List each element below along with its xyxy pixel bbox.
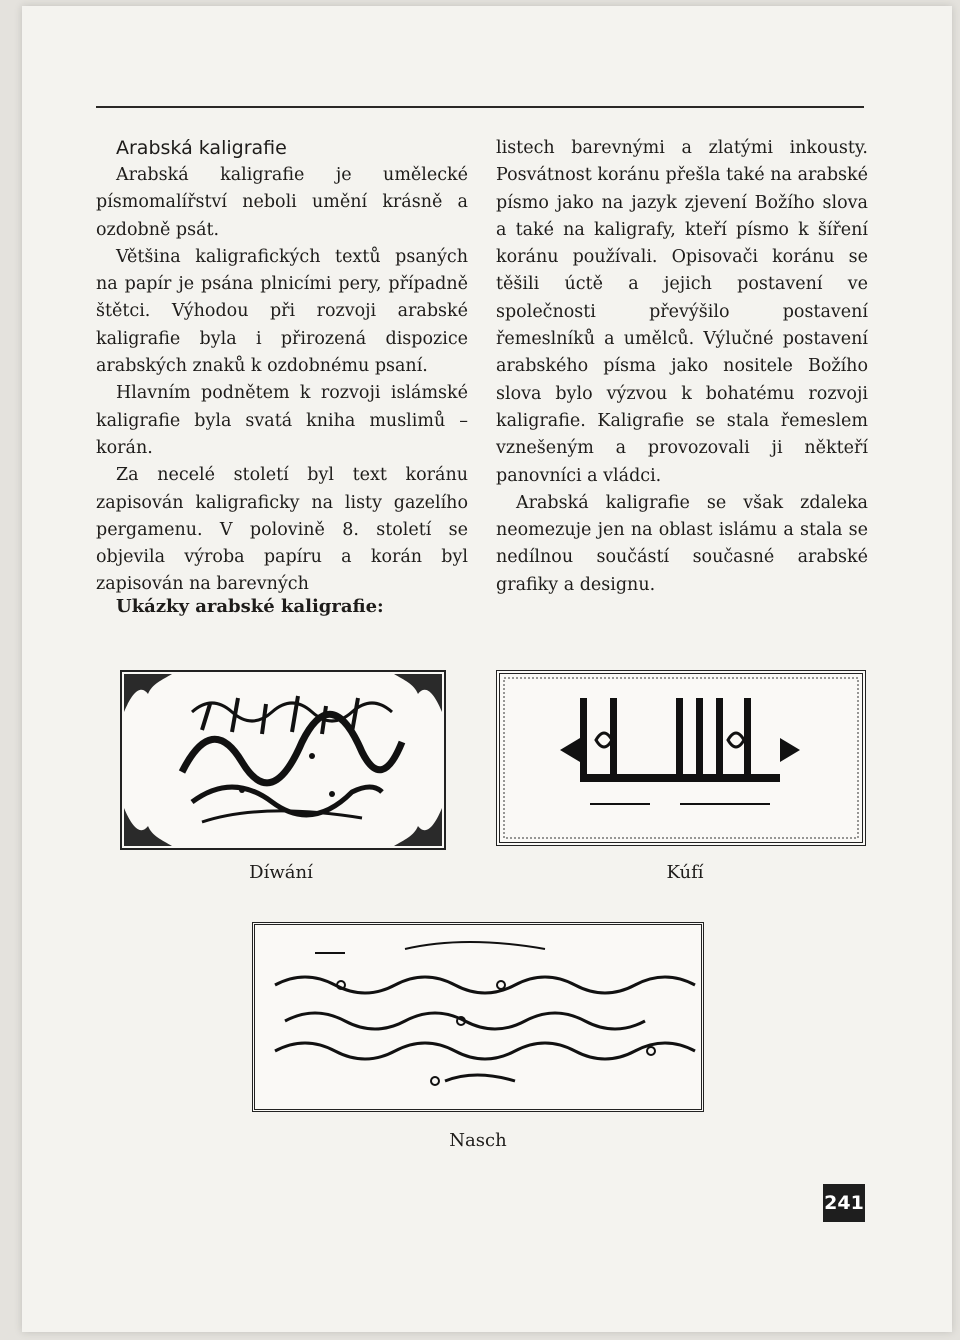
nasch-artwork xyxy=(255,925,701,1109)
header-rule xyxy=(96,106,864,108)
kufi-calligraphy-image xyxy=(496,670,866,846)
paragraph: Arabská kaligrafie se však zdaleka neomezuje jen na oblast islámu a stala se nedílnou součástí současné arabské grafiky a designu. xyxy=(496,492,868,595)
left-column xyxy=(96,135,468,599)
right-column xyxy=(496,135,868,599)
paragraph: Arabská kaligrafie je umělecké písmomalířství neboli umění krásně a ozdobně psát. xyxy=(96,165,468,240)
caption-nasch: Nasch xyxy=(449,1130,507,1151)
diwani-artwork xyxy=(122,672,444,848)
paragraph: Většina kaligrafických textů psaných na papír je psána plnicími pery, případně štětci. Výhodou při rozvoji arabské kaligrafie byla i přirozená dispozice arabských znaků k ozdobnému psaní. xyxy=(96,246,468,377)
section-title: Arabská kaligrafie xyxy=(116,137,287,159)
paragraph: Hlavním podnětem k rozvoji islámské kaligrafie byla svatá kniha muslimů – korán. xyxy=(96,383,468,458)
paragraph: listech barevnými a zlatými inkousty. Posvátnost koránu přešla také na arabské písmo jako na jazyk zjevení Božího slova a také na kaligrafy, kteří písmo k šíření koránu používali. Opisovači koránu se těšili úctě a jejich postavení ve společnosti převýšilo postavení řemeslníků a umělců. Výlučné postavení arabského písma jako nositele Božího slova bylo výzvou k bohatému rozvoji kaligrafie. Kaligrafie se stala řemeslem vznešeným a provozovali ji někteří panovníci a vládci. xyxy=(496,138,868,486)
samples-title: Ukázky arabské kaligrafie: xyxy=(116,596,384,617)
caption-kufi: Kúfí xyxy=(666,862,704,883)
nasch-calligraphy-image xyxy=(252,922,704,1112)
kufi-artwork xyxy=(500,674,862,842)
caption-diwani: Díwání xyxy=(249,862,313,883)
diwani-calligraphy-image xyxy=(120,670,446,850)
paragraph: Za necelé století byl text koránu zapisován kaligraficky na listy gazelího pergamenu. V polovině 8. století se objevila výroba papíru a korán byl zapisován na barevných xyxy=(96,465,468,595)
page-number: 241 xyxy=(823,1184,865,1222)
